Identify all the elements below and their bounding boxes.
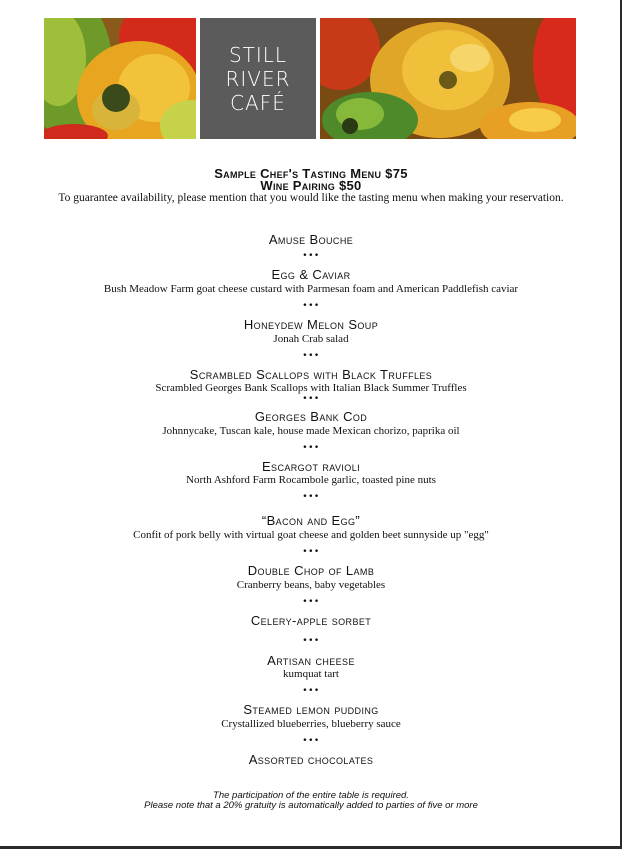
course-title: Egg & Caviar	[271, 267, 351, 282]
course-separator: •••	[302, 301, 320, 311]
course-title: Georges Bank Cod	[254, 409, 368, 424]
logo-line-1: STILL	[228, 42, 288, 67]
wine-pairing-heading: Wine Pairing $50	[260, 178, 362, 193]
course-description: kumquat tart	[283, 668, 339, 680]
course-separator: •••	[302, 547, 320, 557]
course-separator: •••	[302, 686, 320, 696]
course-title: Double Chop of Lamb	[247, 563, 375, 578]
course-separator: •••	[302, 443, 320, 453]
course-title: Artisan cheese	[267, 653, 355, 668]
course-separator: •••	[302, 636, 320, 646]
footer-gratuity-note: Please note that a 20% gratuity is automatically added to parties of five or more	[144, 800, 478, 811]
course-description: Scrambled Georges Bank Scallops with Italian Black Summer Truffles	[155, 382, 467, 394]
course-description: Crystallized blueberries, blueberry sauce	[221, 718, 401, 730]
course-separator: •••	[302, 597, 320, 607]
course-description: Jonah Crab salad	[273, 333, 349, 345]
course-description: Bush Meadow Farm goat cheese custard with Parmesan foam and American Paddlefish caviar	[103, 283, 519, 295]
course-separator: •••	[302, 394, 320, 404]
logo-line-3: CAFÉ	[230, 90, 286, 115]
reservation-note: To guarantee availability, please mention that you would like the tasting menu when making your reservation.	[58, 192, 564, 204]
course-title: Scrambled Scallops with Black Truffles	[189, 367, 433, 382]
tomato-photo-left	[44, 18, 196, 139]
tomato-photo-right	[320, 18, 576, 139]
course-title: Assorted chocolates	[248, 752, 374, 767]
course-separator: •••	[302, 351, 320, 361]
cafe-logo	[200, 18, 316, 139]
footer-participation-note: The participation of the entire table is required.	[213, 790, 409, 801]
course-description: Cranberry beans, baby vegetables	[236, 579, 386, 591]
course-separator: •••	[302, 251, 320, 261]
course-title: Steamed lemon pudding	[243, 702, 379, 717]
course-description: Johnnycake, Tuscan kale, house made Mexican chorizo, paprika oil	[162, 425, 460, 437]
course-title: Celery-apple sorbet	[250, 613, 372, 628]
course-separator: •••	[302, 492, 320, 502]
course-title: Amuse Bouche	[268, 232, 354, 247]
course-title: Escargot ravioli	[261, 459, 361, 474]
course-title: “Bacon and Egg”	[261, 513, 361, 528]
header-banner	[44, 18, 576, 139]
course-separator: •••	[302, 736, 320, 746]
logo-line-2: RIVER	[225, 66, 291, 91]
course-description: Confit of pork belly with virtual goat cheese and golden beet sunnyside up "egg"	[133, 529, 489, 541]
tasting-menu-heading: Sample Chef's Tasting Menu $75	[214, 166, 408, 181]
course-description: North Ashford Farm Rocambole garlic, toasted pine nuts	[186, 474, 436, 486]
course-title: Honeydew Melon Soup	[243, 317, 379, 332]
